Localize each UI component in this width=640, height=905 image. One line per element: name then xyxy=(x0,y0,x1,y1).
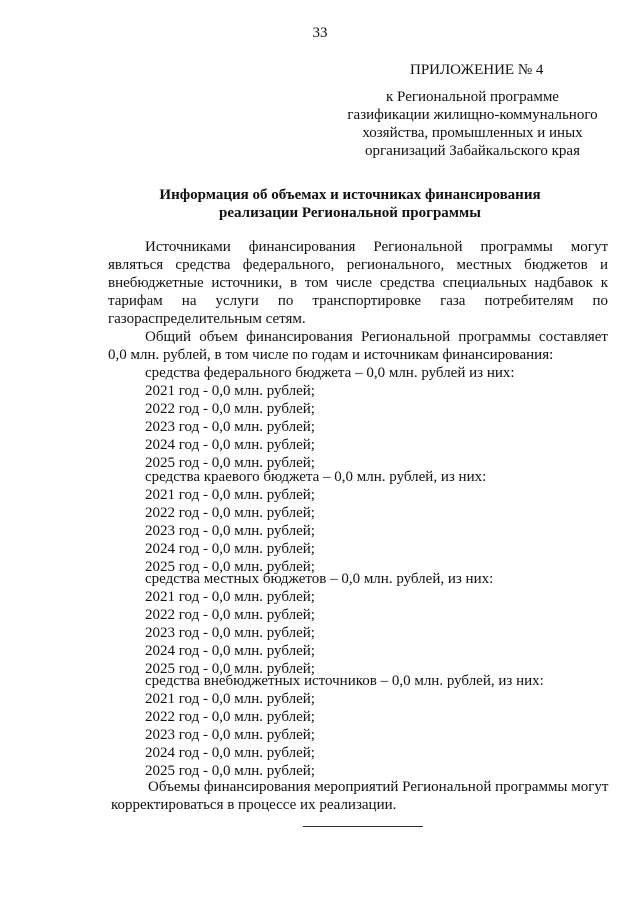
intro-paragraph xyxy=(108,238,608,328)
appendix-reference-line: к Региональной программе xyxy=(386,89,559,105)
appendix-reference-line: организаций Забайкальского края xyxy=(364,143,580,159)
year-line: 2024 год - 0,0 млн. рублей; xyxy=(145,437,315,453)
page-number: 33 xyxy=(312,25,328,41)
paragraph-line: 0,0 млн. рублей, в том числе по годам и источникам финансирования: xyxy=(108,347,554,363)
funding-source-extrabudgetary xyxy=(145,672,615,780)
year-line: 2021 год - 0,0 млн. рублей; xyxy=(145,383,315,399)
year-line: 2023 год - 0,0 млн. рублей; xyxy=(145,419,315,435)
year-line: 2023 год - 0,0 млн. рублей; xyxy=(145,625,315,641)
year-line: 2023 год - 0,0 млн. рублей; xyxy=(145,727,315,743)
title-line: Информация об объемах и источниках финансирования xyxy=(159,187,541,203)
source-heading: средства местных бюджетов – 0,0 млн. рублей, из них: xyxy=(145,571,494,587)
source-heading: средства федерального бюджета – 0,0 млн. рублей из них: xyxy=(145,365,515,381)
year-line: 2025 год - 0,0 млн. рублей; xyxy=(145,559,315,575)
paragraph-line: Источниками финансирования Региональной программы могут xyxy=(145,239,608,255)
paragraph-line: тарифам на услуги по транспортировке газа потребителям по xyxy=(108,293,608,309)
year-line: 2022 год - 0,0 млн. рублей; xyxy=(145,505,315,521)
year-line: 2021 год - 0,0 млн. рублей; xyxy=(145,589,315,605)
paragraph-line: Объемы финансирования мероприятий Региональной программы могут xyxy=(148,779,609,795)
year-line: 2021 год - 0,0 млн. рублей; xyxy=(145,487,315,503)
year-line: 2024 год - 0,0 млн. рублей; xyxy=(145,541,315,557)
year-line: 2025 год - 0,0 млн. рублей; xyxy=(145,455,315,471)
year-line: 2024 год - 0,0 млн. рублей; xyxy=(145,643,315,659)
source-heading: средства внебюджетных источников – 0,0 млн. рублей, из них: xyxy=(145,673,544,689)
appendix-reference-line: хозяйства, промышленных и иных xyxy=(362,125,583,141)
appendix-reference-line: газификации жилищно-коммунального xyxy=(347,107,598,123)
funding-source-local xyxy=(145,570,615,678)
paragraph-line: газораспределительным сетям. xyxy=(108,311,306,327)
year-line: 2022 год - 0,0 млн. рублей; xyxy=(145,607,315,623)
funding-source-federal xyxy=(145,364,615,472)
year-line: 2025 год - 0,0 млн. рублей; xyxy=(145,661,315,677)
end-divider xyxy=(303,826,423,827)
year-line: 2025 год - 0,0 млн. рублей; xyxy=(145,763,315,779)
paragraph-line: являться средства федерального, регионального, местных бюджетов и xyxy=(108,257,608,273)
paragraph-line: корректироваться в процессе их реализации. xyxy=(111,797,397,813)
title-line: реализации Региональной программы xyxy=(219,205,481,221)
source-heading: средства краевого бюджета – 0,0 млн. рублей, из них: xyxy=(145,469,487,485)
year-line: 2023 год - 0,0 млн. рублей; xyxy=(145,523,315,539)
year-line: 2024 год - 0,0 млн. рублей; xyxy=(145,745,315,761)
funding-source-regional xyxy=(145,468,615,576)
appendix-reference xyxy=(340,88,605,160)
year-line: 2022 год - 0,0 млн. рублей; xyxy=(145,401,315,417)
document-title xyxy=(60,186,640,222)
year-line: 2021 год - 0,0 млн. рублей; xyxy=(145,691,315,707)
paragraph-line: Общий объем финансирования Региональной программы составляет xyxy=(145,329,608,345)
paragraph-line: внебюджетные источники, в том числе средства специальных надбавок к xyxy=(108,275,608,291)
appendix-label: ПРИЛОЖЕНИЕ № 4 xyxy=(410,62,544,78)
total-paragraph xyxy=(108,328,608,364)
closing-paragraph xyxy=(108,778,608,814)
year-line: 2022 год - 0,0 млн. рублей; xyxy=(145,709,315,725)
